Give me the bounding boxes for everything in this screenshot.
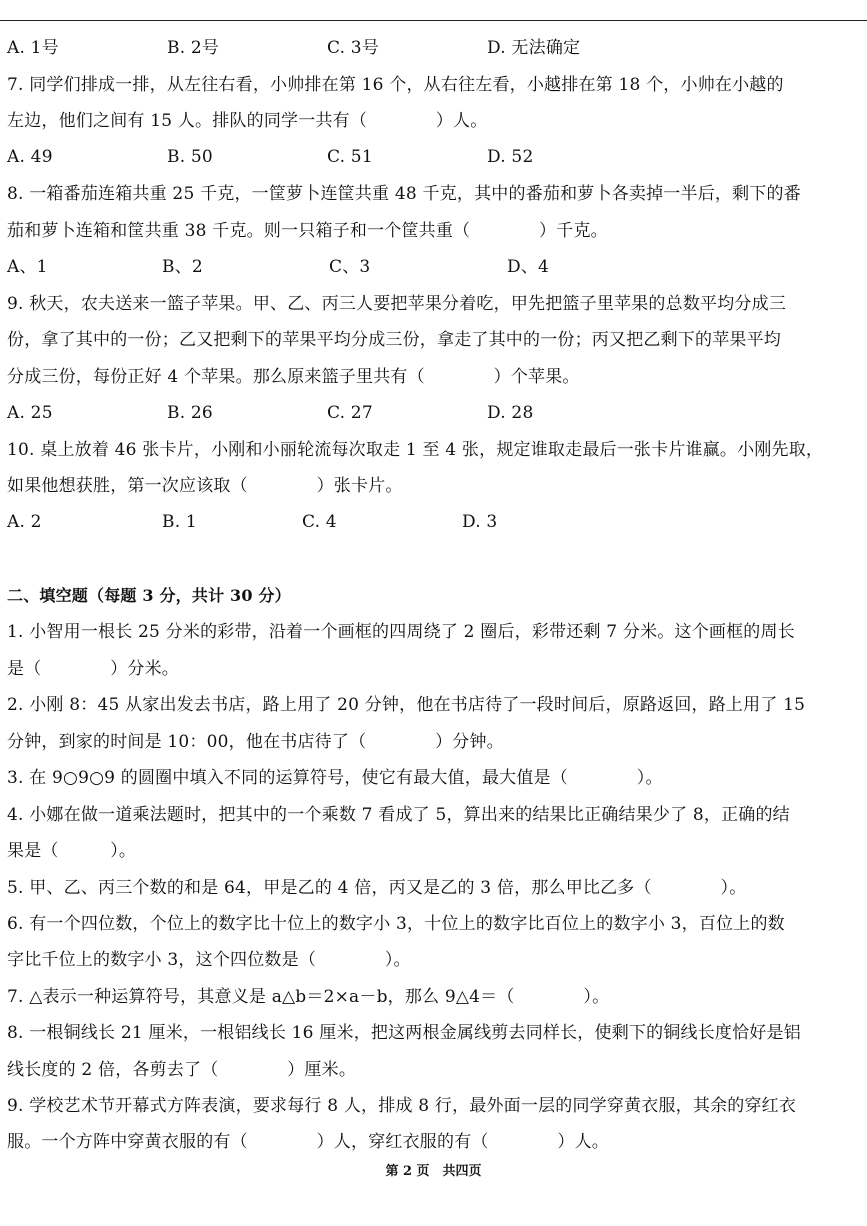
option-a: A. 1号 [7, 38, 59, 58]
fill-9-line-2: 服。一个方阵中穿黄衣服的有（ ）人，穿红衣服的有（ ）人。 [7, 1132, 609, 1152]
fill-8-line-2: 线长度的 2 倍，各剪去了（ ）厘米。 [7, 1060, 357, 1080]
option-c: C. 4 [302, 512, 337, 532]
q7-line-2: 左边，他们之间有 15 人。排队的同学一共有（ ）人。 [7, 111, 488, 131]
option-b: B. 1 [162, 512, 197, 532]
fill-3: 3. 在 9○9○9 的圆圈中填入不同的运算符号，使它有最大值，最大值是（ ）。 [7, 768, 663, 788]
fill-1-line-1: 1. 小智用一根长 25 分米的彩带，沿着一个画框的四周绕了 2 圈后，彩带还剩 7 分米。这个画框的周长 [7, 622, 795, 642]
option-a: A. 2 [7, 512, 42, 532]
fill-4-line-2: 果是（ ）。 [7, 841, 137, 861]
option-d: D、4 [507, 257, 550, 277]
option-b: B. 50 [167, 147, 213, 167]
option-d: D. 28 [487, 403, 534, 423]
top-rule [0, 20, 867, 21]
q9-line-1: 9. 秋天，农夫送来一篮子苹果。甲、乙、丙三人要把苹果分着吃，甲先把篮子里苹果的总数平均分成三 [7, 294, 787, 314]
option-d: D. 无法确定 [487, 38, 581, 58]
option-c: C、3 [329, 257, 371, 277]
q10-line-1: 10. 桌上放着 46 张卡片，小刚和小丽轮流每次取走 1 至 4 张，规定谁取走最后一张卡片谁赢。小刚先取， [7, 440, 824, 460]
option-d: D. 3 [462, 512, 498, 532]
fill-8-line-1: 8. 一根铜线长 21 厘米，一根铝线长 16 厘米，把这两根金属线剪去同样长，使剩下的铜线长度恰好是铝 [7, 1023, 801, 1043]
option-c: C. 27 [327, 403, 373, 423]
fill-2-line-1: 2. 小刚 8：45 从家出发去书店，路上用了 20 分钟，他在书店待了一段时间后，原路返回，路上用了 15 [7, 695, 806, 715]
option-a: A. 25 [7, 403, 53, 423]
option-c: C. 51 [327, 147, 373, 167]
option-b: B、2 [162, 257, 203, 277]
option-d: D. 52 [487, 147, 534, 167]
option-b: B. 26 [167, 403, 213, 423]
option-c: C. 3号 [327, 38, 380, 58]
option-a: A. 49 [7, 147, 53, 167]
fill-5: 5. 甲、乙、丙三个数的和是 64，甲是乙的 4 倍，丙又是乙的 3 倍，那么甲比乙多（ ）。 [7, 878, 747, 898]
fill-7: 7. △表示一种运算符号，其意义是 a△b＝2×a－b，那么 9△4＝（ ）。 [7, 987, 610, 1007]
page-footer: 第 2 页 共四页 [385, 1164, 482, 1179]
option-b: B. 2号 [167, 38, 220, 58]
fill-6-line-2: 字比千位上的数字小 3，这个四位数是（ ）。 [7, 950, 411, 970]
q10-line-2: 如果他想获胜，第一次应该取（ ）张卡片。 [7, 476, 403, 496]
fill-2-line-2: 分钟，到家的时间是 10：00，他在书店待了（ ）分钟。 [7, 732, 504, 752]
fill-9-line-1: 9. 学校艺术节开幕式方阵表演，要求每行 8 人，排成 8 行，最外面一层的同学穿黄衣服，其余的穿红衣 [7, 1096, 797, 1116]
section-title: 二、填空题（每题 3 分，共计 30 分） [7, 586, 291, 605]
option-a: A、1 [7, 257, 48, 277]
q8-line-2: 茄和萝卜连箱和筐共重 38 千克。则一只箱子和一个筐共重（ ）千克。 [7, 221, 608, 241]
q7-line-1: 7. 同学们排成一排，从左往右看，小帅排在第 16 个，从右往左看，小越排在第 18 个，小帅在小越的 [7, 75, 784, 95]
fill-1-line-2: 是（ ）分米。 [7, 659, 179, 679]
q8-line-1: 8. 一箱番茄连箱共重 25 千克，一筐萝卜连筐共重 48 千克，其中的番茄和萝卜各卖掉一半后，剩下的番 [7, 184, 801, 204]
fill-6-line-1: 6. 有一个四位数，个位上的数字比十位上的数字小 3，十位上的数字比百位上的数字小 3，百位上的数 [7, 914, 785, 934]
q9-line-2: 份，拿了其中的一份；乙又把剩下的苹果平均分成三份，拿走了其中的一份；丙又把乙剩下的苹果平均 [7, 330, 781, 350]
q9-line-3: 分成三份，每份正好 4 个苹果。那么原来篮子里共有（ ）个苹果。 [7, 367, 580, 387]
fill-4-line-1: 4. 小娜在做一道乘法题时，把其中的一个乘数 7 看成了 5，算出来的结果比正确结果少了 8，正确的结 [7, 805, 790, 825]
